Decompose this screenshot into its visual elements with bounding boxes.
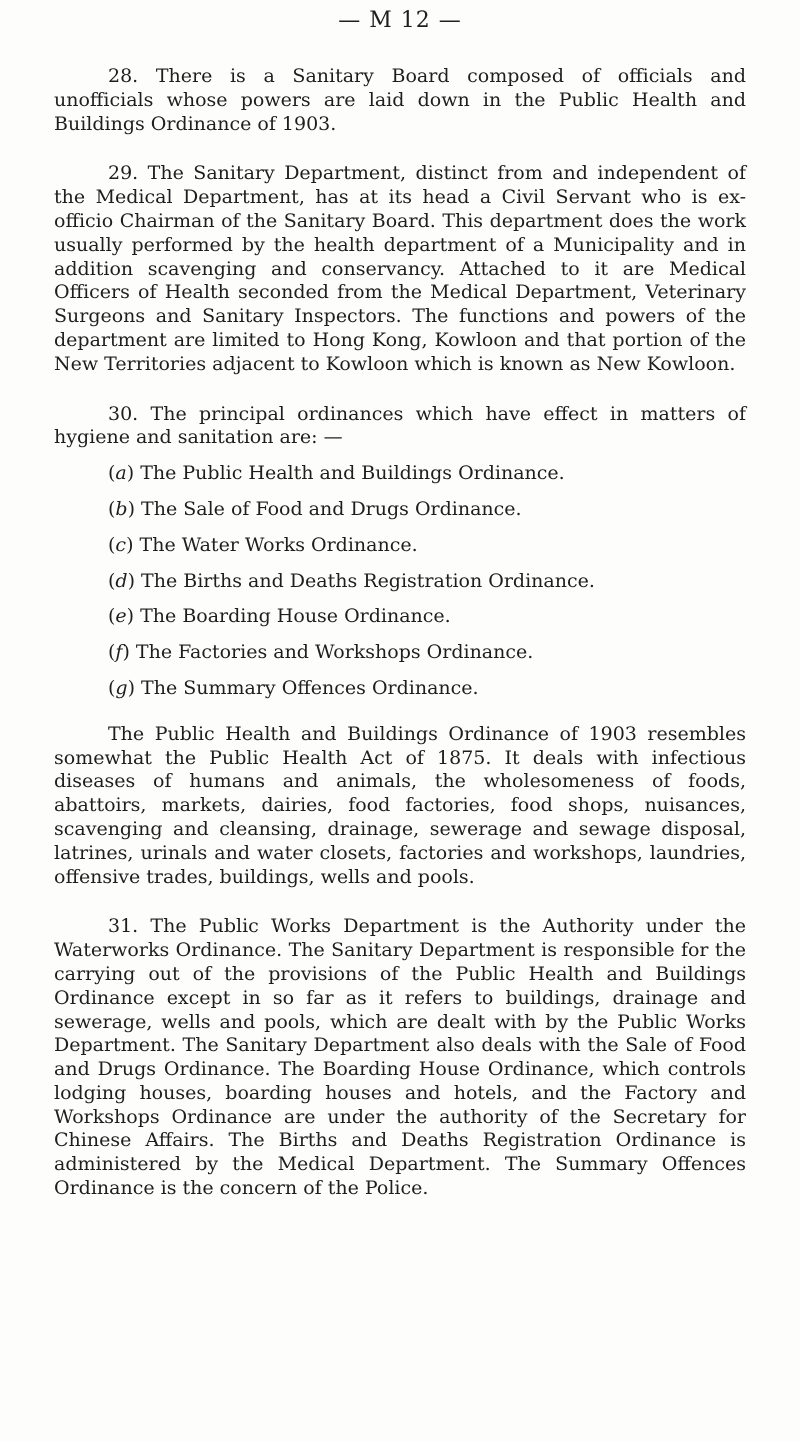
list-item: (g) The Summary Offences Ordinance.	[108, 676, 479, 699]
page-number: — M 12 —	[338, 8, 462, 33]
paragraph-31: 31. The Public Works Department is the Authority under the Waterworks Ordinance. The Sanitary Department is responsible for the carrying out of the provisions of the Public Health and Buildings Ordinance except in so far as it refers to buildings, drainage and sewerage, wells and pools, which are dealt with by the Public Works Department. The Sanitary Department also deals with the Sale of Food and Drugs Ordinance. The Boarding House Ordinance, which controls lodging houses, boarding houses and hotels, and the Factory and Workshops Ordinance are under the authority of the Secretary for Chinese Affairs. The Births and Deaths Registration Ordinance is administered by the Medical Department. The Summary Offences Ordinance is the concern of the Police.	[54, 915, 746, 1200]
list-item: (a) The Public Health and Buildings Ordinance.	[108, 462, 565, 485]
list-item-label: f	[115, 641, 123, 664]
list-item-text: The Sale of Food and Drugs Ordinance.	[141, 497, 522, 520]
list-item-label: g	[115, 676, 128, 699]
list-item: (f) The Factories and Workshops Ordinance.	[108, 641, 534, 664]
list-item-label: e	[115, 605, 127, 628]
list-item-label: c	[115, 533, 127, 556]
list-item: (d) The Births and Deaths Registration Ordinance.	[108, 569, 595, 592]
list-item-text: The Summary Offences Ordinance.	[141, 676, 479, 699]
list-item-label: a	[115, 462, 127, 485]
document-body	[54, 65, 746, 1227]
list-item-label: d	[115, 569, 128, 592]
paragraph-28: 28. There is a Sanitary Board composed of officials and unofficials whose powers are laid down in the Public Health and Buildings Ordinance of 1903.	[54, 65, 746, 135]
paragraph-public-health-act: The Public Health and Buildings Ordinance of 1903 resembles somewhat the Public Health Act of 1875. It deals with infectious diseases of humans and animals, the wholesomeness of foods, abattoirs, markets, dairies, food factories, food shops, nuisances, scavenging and cleansing, drainage, sewerage and sewage disposal, latrines, urinals and water closets, factories and workshops, laundries, offensive trades, buildings, wells and pools.	[54, 722, 746, 888]
list-item: (e) The Boarding House Ordinance.	[108, 605, 451, 628]
list-item-text: The Factories and Workshops Ordinance.	[135, 641, 534, 664]
paragraph-30: 30. The principal ordinances which have effect in matters of hygiene and sanitation are: —	[54, 402, 746, 449]
ordinance-list	[54, 462, 746, 701]
list-item-text: The Births and Deaths Registration Ordinance.	[141, 569, 595, 592]
list-item-text: The Boarding House Ordinance.	[140, 605, 451, 628]
paragraph-29: 29. The Sanitary Department, distinct from and independent of the Medical Department, has at its head a Civil Servant who is ex-officio Chairman of the Sanitary Board. This department does the work usually performed by the health department of a Municipality and in addition scavenging and conservancy. Attached to it are Medical Officers of Health seconded from the Medical Department, Veterinary Surgeons and Sanitary Inspectors. The functions and powers of the department are limited to Hong Kong, Kowloon and that portion of the New Territories adjacent to Kowloon which is known as New Kowloon.	[54, 162, 746, 375]
list-item-label: b	[115, 497, 128, 520]
list-item: (c) The Water Works Ordinance.	[108, 533, 418, 556]
list-item-text: The Public Health and Buildings Ordinance.	[140, 462, 565, 485]
list-item: (b) The Sale of Food and Drugs Ordinance.	[108, 497, 522, 520]
list-item-text: The Water Works Ordinance.	[139, 533, 418, 556]
